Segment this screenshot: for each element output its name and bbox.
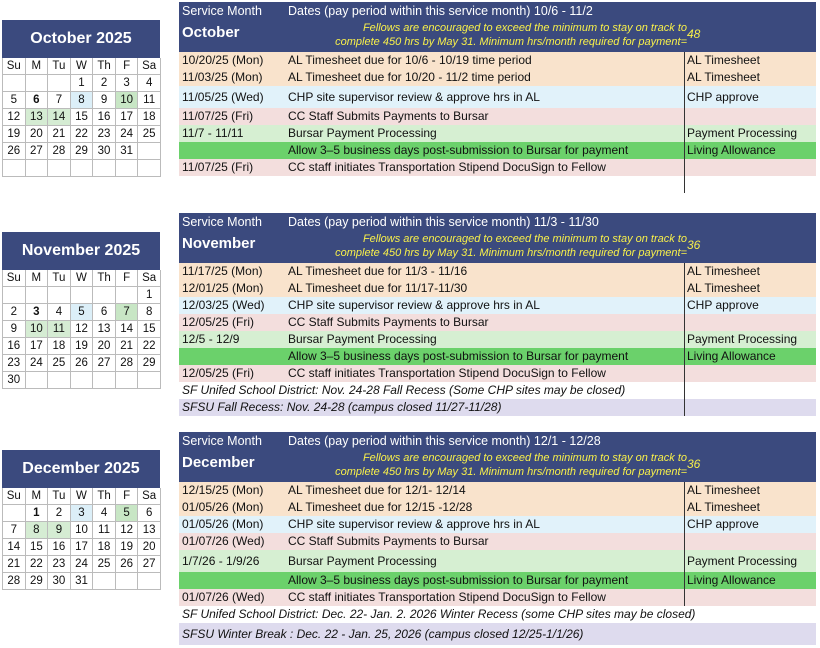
calendar-day [26,372,49,389]
calendar-day: 18 [48,338,71,355]
calendar-day: 16 [3,338,26,355]
row-desc: CC Staff Submits Payments to Bursar [288,534,489,548]
calendar-day: 9 [48,522,71,539]
calendar-day [71,160,94,177]
schedule-spacer [179,176,816,193]
calendar-day: 31 [116,143,139,160]
weekday-header: Th [93,270,116,287]
schedule-row [179,297,816,314]
calendar-day: 21 [3,556,26,573]
min-hours: 36 [687,238,701,252]
weekday-header: F [116,270,139,287]
calendar-day [71,372,94,389]
weekday-header: F [116,58,139,75]
calendar-grid [2,58,160,177]
row-desc: AL Timesheet due for 10/6 - 10/19 time period [288,53,532,67]
calendar-day: 10 [116,92,139,109]
row-category: CHP approve [687,90,759,104]
weekday-header: Sa [138,270,161,287]
schedule-row [179,533,816,550]
weekday-header: M [26,270,49,287]
calendar-day: 14 [48,109,71,126]
dates-label: Dates (pay period within this service month) 12/1 - 12/28 [288,434,601,448]
calendar-october [2,20,160,177]
weekday-header: Tu [48,270,71,287]
row-category: Living Allowance [687,349,776,363]
service-month-label: Service Month [182,215,262,229]
row-date: 11/17/25 (Mon) [182,264,263,278]
calendar-december [2,450,160,590]
row-category: AL Timesheet [687,70,760,84]
row-date: 12/03/25 (Wed) [182,298,265,312]
calendar-day: 26 [116,556,139,573]
schedule-row [179,280,816,297]
schedule-row [179,499,816,516]
calendar-day: 1 [138,287,161,304]
encouragement-note [287,451,687,479]
row-category: Payment Processing [687,126,798,140]
calendar-day [3,75,26,92]
row-desc: CC staff initiates Transportation Stipend DocuSign to Fellow [288,160,606,174]
calendar-day: 26 [71,355,94,372]
calendar-day: 7 [48,92,71,109]
row-desc: AL Timesheet due for 12/15 -12/28 [288,500,473,514]
calendar-day: 29 [138,355,161,372]
note-line: complete 450 hrs by May 31. Minimum hrs/month required for payment= [335,36,687,48]
service-month-label: Service Month [182,434,262,448]
row-date: 1/7/26 - 1/9/26 [182,554,260,568]
row-desc: Bursar Payment Processing [288,554,437,568]
calendar-day: 27 [26,143,49,160]
calendar-day: 22 [138,338,161,355]
row-desc: Allow 3–5 business days post-submission to Bursar for payment [288,573,629,587]
calendar-day: 4 [138,75,161,92]
calendar-title: November 2025 [2,232,160,270]
schedule-row [179,482,816,499]
calendar-day: 3 [71,505,94,522]
calendar-day: 7 [116,304,139,321]
row-desc: AL Timesheet due for 10/20 - 11/2 time period [288,70,531,84]
calendar-day: 28 [116,355,139,372]
calendar-day: 26 [3,143,26,160]
calendar-day: 6 [26,92,49,109]
calendar-day: 24 [26,355,49,372]
calendar-day: 19 [3,126,26,143]
calendar-day: 10 [26,321,49,338]
calendar-day [26,75,49,92]
calendar-day: 29 [71,143,94,160]
calendar-day: 11 [48,321,71,338]
calendar-day: 17 [26,338,49,355]
weekday-header: Su [3,58,26,75]
calendar-day: 29 [26,573,49,590]
calendar-day [138,372,161,389]
calendar-day: 31 [71,573,94,590]
calendar-day [93,287,116,304]
calendar-day: 19 [71,338,94,355]
calendar-day: 4 [93,505,116,522]
calendar-day: 8 [26,522,49,539]
schedule-header [179,213,816,263]
calendar-day: 30 [93,143,116,160]
weekday-header: M [26,488,49,505]
calendar-day [116,372,139,389]
calendar-day: 22 [71,126,94,143]
calendar-day: 30 [48,573,71,590]
calendar-day [3,505,26,522]
weekday-header: W [71,58,94,75]
schedule-row [179,263,816,280]
calendar-day: 3 [26,304,49,321]
note-line: Fellows are encouraged to exceed the minimum to stay on track to [362,233,687,245]
row-category: Payment Processing [687,332,798,346]
calendar-day: 18 [138,109,161,126]
calendar-day: 11 [93,522,116,539]
weekday-header: M [26,58,49,75]
weekday-header: Tu [48,488,71,505]
calendar-day: 27 [93,355,116,372]
note-line: Fellows are encouraged to exceed the minimum to stay on track to [362,22,687,34]
row-desc: Allow 3–5 business days post-submission to Bursar for payment [288,143,629,157]
calendar-day: 19 [116,539,139,556]
row-desc: AL Timesheet due for 11/3 - 11/16 [288,264,468,278]
row-date: 11/07/25 (Fri) [182,109,254,123]
row-date: 01/05/26 (Mon) [182,500,264,514]
dates-label: Dates (pay period within this service month) 10/6 - 11/2 [288,4,593,18]
calendar-day: 23 [48,556,71,573]
row-category: CHP approve [687,517,759,531]
calendar-day: 28 [48,143,71,160]
calendar-day: 7 [3,522,26,539]
calendar-day: 2 [48,505,71,522]
calendar-day: 5 [71,304,94,321]
calendar-day: 12 [3,109,26,126]
note-line: complete 450 hrs by May 31. Minimum hrs/month required for payment= [335,247,687,259]
weekday-header: Su [3,488,26,505]
calendar-day: 8 [138,304,161,321]
row-category: Payment Processing [687,554,798,568]
row-desc: CC Staff Submits Payments to Bursar [288,315,489,329]
calendar-day: 23 [3,355,26,372]
schedule-row [179,108,816,125]
row-date: 12/05/25 (Fri) [182,366,255,380]
calendar-november [2,232,160,389]
schedule-row [179,550,816,572]
calendar-day: 15 [71,109,94,126]
calendar-day [48,287,71,304]
calendar-day [48,160,71,177]
schedule-row [179,331,816,348]
row-date: 10/20/25 (Mon) [182,53,264,67]
calendar-day: 20 [26,126,49,143]
row-date: 01/07/26 (Wed) [182,590,265,604]
calendar-day: 13 [93,321,116,338]
calendar-day [138,573,161,590]
schedule-row [179,589,816,606]
calendar-day [116,287,139,304]
schedule-row [179,159,816,176]
weekday-header: Su [3,270,26,287]
note-line: complete 450 hrs by May 31. Minimum hrs/month required for payment= [335,466,687,478]
calendar-day: 12 [71,321,94,338]
row-desc: AL Timesheet due for 12/1- 12/14 [288,483,466,497]
calendar-day [26,287,49,304]
note-row [179,623,816,645]
month-name: December [182,454,255,471]
row-desc: CC Staff Submits Payments to Bursar [288,109,489,123]
weekday-header: Th [93,58,116,75]
calendar-day: 18 [93,539,116,556]
dates-label: Dates (pay period within this service month) 11/3 - 11/30 [288,215,599,229]
row-date: 12/5 - 12/9 [182,332,240,346]
calendar-day: 22 [26,556,49,573]
calendar-day: 1 [26,505,49,522]
schedule-row [179,69,816,86]
row-date: 12/15/25 (Mon) [182,483,264,497]
calendar-day: 6 [93,304,116,321]
weekday-header: Tu [48,58,71,75]
calendar-day: 16 [93,109,116,126]
month-name: October [182,24,240,41]
calendar-day [26,160,49,177]
row-category: AL Timesheet [687,483,760,497]
row-desc: CHP site supervisor review & approve hrs in AL [288,90,540,104]
calendar-day [93,372,116,389]
calendar-day: 27 [138,556,161,573]
encouragement-note [287,21,687,49]
calendar-day: 30 [3,372,26,389]
calendar-day: 16 [48,539,71,556]
schedule-row [179,314,816,331]
calendar-day: 3 [116,75,139,92]
calendar-day: 8 [71,92,94,109]
calendar-day: 9 [3,321,26,338]
calendar-day: 21 [48,126,71,143]
schedule-december [179,432,816,645]
row-date: 11/07/25 (Fri) [182,160,254,174]
calendar-day: 14 [116,321,139,338]
district-note: SF Unifed School District: Nov. 24-28 Fall Recess (Some CHP sites may be closed) [182,383,626,397]
calendar-day: 24 [116,126,139,143]
calendar-day [71,287,94,304]
calendar-day: 20 [138,539,161,556]
calendar-day: 13 [26,109,49,126]
schedule-row [179,86,816,108]
month-name: November [182,235,256,252]
row-desc: Bursar Payment Processing [288,332,437,346]
calendar-day: 14 [3,539,26,556]
note-line: Fellows are encouraged to exceed the minimum to stay on track to [362,452,687,464]
campus-note: SFSU Winter Break : Dec. 22 - Jan. 25, 2026 (campus closed 12/25-1/1/26) [182,627,584,641]
row-date: 01/07/26 (Wed) [182,534,265,548]
weekday-header: F [116,488,139,505]
calendar-day [138,143,161,160]
note-row [179,606,816,623]
calendar-title: December 2025 [2,450,160,488]
schedule-row [179,516,816,533]
weekday-header: Sa [138,58,161,75]
row-desc: CHP site supervisor review & approve hrs in AL [288,517,540,531]
row-category: CHP approve [687,298,759,312]
schedule-row [179,142,816,159]
calendar-day [3,287,26,304]
calendar-day [116,160,139,177]
encouragement-note [287,232,687,260]
calendar-day: 15 [138,321,161,338]
calendar-day: 20 [93,338,116,355]
row-category: AL Timesheet [687,53,760,67]
calendar-day: 5 [116,505,139,522]
schedule-row [179,365,816,382]
calendar-grid [2,488,160,590]
calendar-day: 6 [138,505,161,522]
row-date: 01/05/26 (Mon) [182,517,264,531]
row-category: AL Timesheet [687,281,760,295]
calendar-day: 23 [93,126,116,143]
row-date: 11/05/25 (Wed) [182,90,264,104]
calendar-day: 15 [26,539,49,556]
row-desc: CHP site supervisor review & approve hrs in AL [288,298,540,312]
calendar-day [3,160,26,177]
row-category: Living Allowance [687,573,776,587]
schedule-row [179,125,816,142]
weekday-header: W [71,270,94,287]
row-category: Living Allowance [687,143,776,157]
calendar-day [48,75,71,92]
calendar-day [116,573,139,590]
weekday-header: W [71,488,94,505]
row-category: AL Timesheet [687,264,760,278]
schedule-header [179,432,816,482]
weekday-header: Sa [138,488,161,505]
service-month-label: Service Month [182,4,262,18]
calendar-day: 17 [71,539,94,556]
calendar-day: 25 [138,126,161,143]
calendar-day: 1 [71,75,94,92]
calendar-day: 5 [3,92,26,109]
calendar-day [93,160,116,177]
row-date: 12/05/25 (Fri) [182,315,255,329]
calendar-day: 17 [116,109,139,126]
calendar-day: 24 [71,556,94,573]
weekday-header: Th [93,488,116,505]
schedule-november [179,213,816,416]
calendar-day [138,160,161,177]
calendar-title: October 2025 [2,20,160,58]
schedule-header [179,2,816,52]
campus-note: SFSU Fall Recess: Nov. 24-28 (campus closed 11/27-11/28) [182,400,502,414]
calendar-day: 9 [93,92,116,109]
note-row [179,399,816,416]
schedule-october [179,2,816,193]
calendar-grid [2,270,160,389]
row-category: AL Timesheet [687,500,760,514]
calendar-day: 13 [138,522,161,539]
calendar-day: 10 [71,522,94,539]
row-date: 12/01/25 (Mon) [182,281,264,295]
district-note: SF Unifed School District: Dec. 22- Jan. 2. 2026 Winter Recess (some CHP sites may be closed) [182,607,696,621]
schedule-row [179,348,816,365]
min-hours: 36 [687,457,701,471]
calendar-day: 25 [93,556,116,573]
row-desc: CC staff initiates Transportation Stipend DocuSign to Fellow [288,590,606,604]
calendar-day: 25 [48,355,71,372]
calendar-day: 2 [3,304,26,321]
calendar-day: 28 [3,573,26,590]
calendar-day: 12 [116,522,139,539]
calendar-day: 11 [138,92,161,109]
calendar-day: 21 [116,338,139,355]
row-desc: AL Timesheet due for 11/17-11/30 [288,281,468,295]
calendar-day: 2 [93,75,116,92]
calendar-day: 4 [48,304,71,321]
row-desc: CC staff initiates Transportation Stipend DocuSign to Fellow [288,366,606,380]
schedule-row [179,52,816,69]
calendar-day [48,372,71,389]
row-desc: Bursar Payment Processing [288,126,437,140]
row-desc: Allow 3–5 business days post-submission to Bursar for payment [288,349,629,363]
calendar-day [93,573,116,590]
row-date: 11/03/25 (Mon) [182,70,263,84]
row-date: 11/7 - 11/11 [182,126,244,140]
schedule-row [179,572,816,589]
min-hours: 48 [687,27,701,41]
note-row [179,382,816,399]
